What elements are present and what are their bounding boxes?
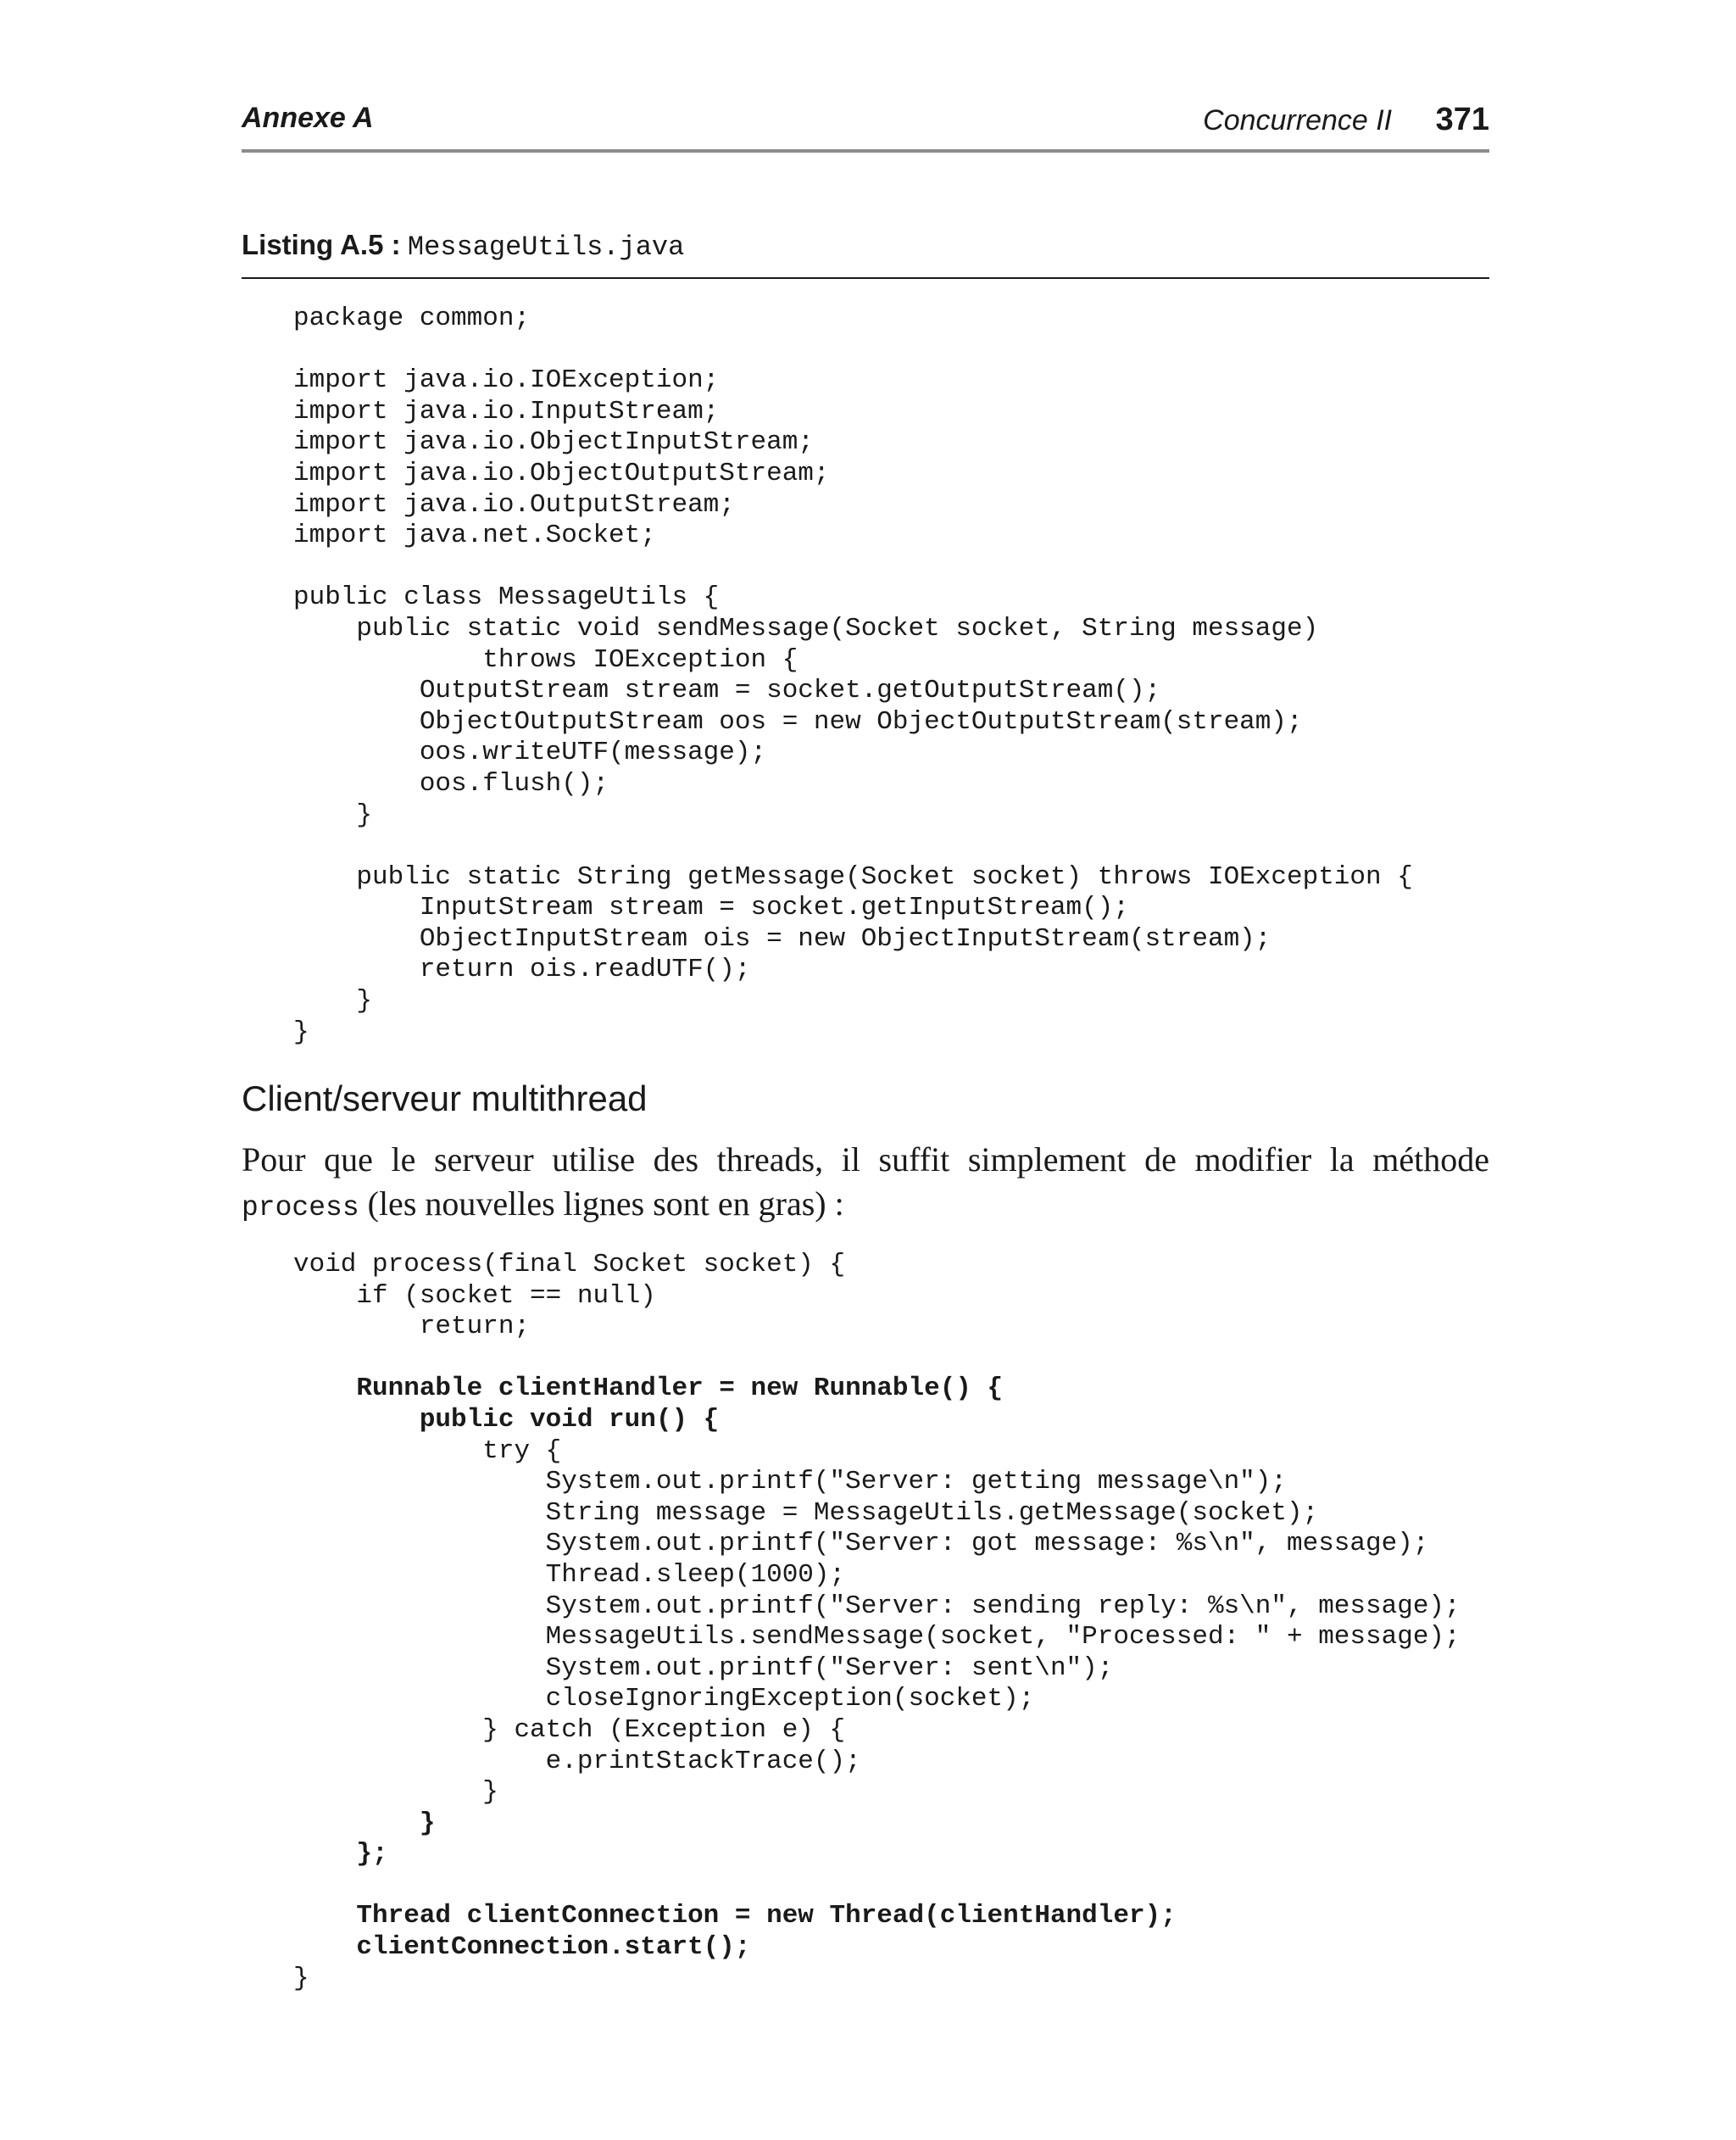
- code-line: [293, 1870, 1461, 1902]
- code-line: [293, 1343, 1461, 1374]
- code-line: public class MessageUtils {: [293, 582, 720, 613]
- inline-code: process: [242, 1192, 359, 1223]
- code-line: void process(final Socket socket) {: [293, 1250, 846, 1279]
- code-line: package common;: [293, 304, 531, 333]
- code-line: ObjectOutputStream oos = new ObjectOutputStream(stream);: [293, 706, 1303, 737]
- code-line: return;: [293, 1312, 531, 1342]
- code-line: System.out.printf("Server: sending reply: %s\n", message);: [293, 1591, 1461, 1621]
- code-line: if (socket == null): [293, 1280, 656, 1311]
- code-line: };: [293, 1839, 388, 1870]
- code-line: import java.io.IOException;: [293, 365, 720, 396]
- code-line: Thread clientConnection = new Thread(clientHandler);: [293, 1901, 1177, 1931]
- section-title: Client/serveur multithread: [242, 1078, 648, 1118]
- code-block-message-utils: [293, 304, 1413, 1048]
- code-line: import java.io.InputStream;: [293, 396, 720, 426]
- paragraph-line: Pour que le serveur utilise des threads, il suffit simplement de modifier la méthode: [242, 1140, 1489, 1179]
- code-line: public static void sendMessage(Socket socket, String message): [293, 613, 1319, 644]
- running-header: [242, 98, 1489, 141]
- code-line: [293, 335, 1413, 366]
- code-line: throws IOException {: [293, 644, 798, 675]
- code-line: import java.io.ObjectInputStream;: [293, 427, 814, 458]
- code-line: ObjectInputStream ois = new ObjectInputStream(stream);: [293, 923, 1271, 954]
- code-line: OutputStream stream = socket.getOutputStream();: [293, 676, 1161, 706]
- code-line: oos.writeUTF(message);: [293, 738, 767, 768]
- code-line: Runnable clientHandler = new Runnable() {: [293, 1374, 1004, 1404]
- code-line: public void run() {: [293, 1404, 720, 1435]
- code-line: }: [293, 1017, 309, 1047]
- listing-caption: [242, 229, 684, 263]
- code-line: return ois.readUTF();: [293, 955, 751, 985]
- code-line: import java.io.OutputStream;: [293, 489, 735, 520]
- header-rule: [242, 149, 1489, 153]
- code-line: }: [293, 1777, 498, 1808]
- code-line: }: [293, 1963, 309, 1993]
- section-label: Concurrence II: [1203, 104, 1393, 137]
- code-line: } catch (Exception e) {: [293, 1714, 846, 1745]
- code-line: System.out.printf("Server: getting message\n");: [293, 1467, 1287, 1497]
- code-line: [293, 552, 1413, 583]
- code-line: oos.flush();: [293, 768, 609, 799]
- code-line: }: [293, 1808, 436, 1838]
- code-line: e.printStackTrace();: [293, 1746, 861, 1776]
- code-line: MessageUtils.sendMessage(socket, "Processed: " + message);: [293, 1622, 1461, 1652]
- paragraph-text: (les nouvelles lignes sont en gras) :: [359, 1184, 844, 1223]
- body-paragraph: [242, 1138, 1489, 1230]
- code-line: System.out.printf("Server: sent\n");: [293, 1652, 1114, 1683]
- code-line: }: [293, 986, 373, 1017]
- code-line: String message = MessageUtils.getMessage(socket);: [293, 1497, 1319, 1528]
- header-right: [1203, 102, 1489, 138]
- listing-filename: MessageUtils.java: [407, 231, 685, 263]
- code-line: System.out.printf("Server: got message: %s\n", message);: [293, 1529, 1429, 1559]
- listing-label: Listing A.5 :: [242, 229, 401, 260]
- code-line: import java.io.ObjectOutputStream;: [293, 458, 830, 488]
- chapter-label: Annexe A: [242, 102, 374, 134]
- code-block-process: [293, 1250, 1461, 1994]
- code-line: [293, 831, 1413, 862]
- listing-rule: [242, 277, 1489, 279]
- code-line: closeIgnoringException(socket);: [293, 1684, 1035, 1714]
- code-line: InputStream stream = socket.getInputStream();: [293, 893, 1129, 923]
- paragraph-line: [242, 1182, 1489, 1230]
- code-line: }: [293, 800, 373, 830]
- code-line: import java.net.Socket;: [293, 521, 656, 551]
- code-line: try {: [293, 1435, 562, 1466]
- page-number: 371: [1435, 102, 1489, 137]
- code-line: public static String getMessage(Socket socket) throws IOException {: [293, 861, 1413, 892]
- code-line: clientConnection.start();: [293, 1932, 751, 1963]
- code-line: Thread.sleep(1000);: [293, 1559, 846, 1590]
